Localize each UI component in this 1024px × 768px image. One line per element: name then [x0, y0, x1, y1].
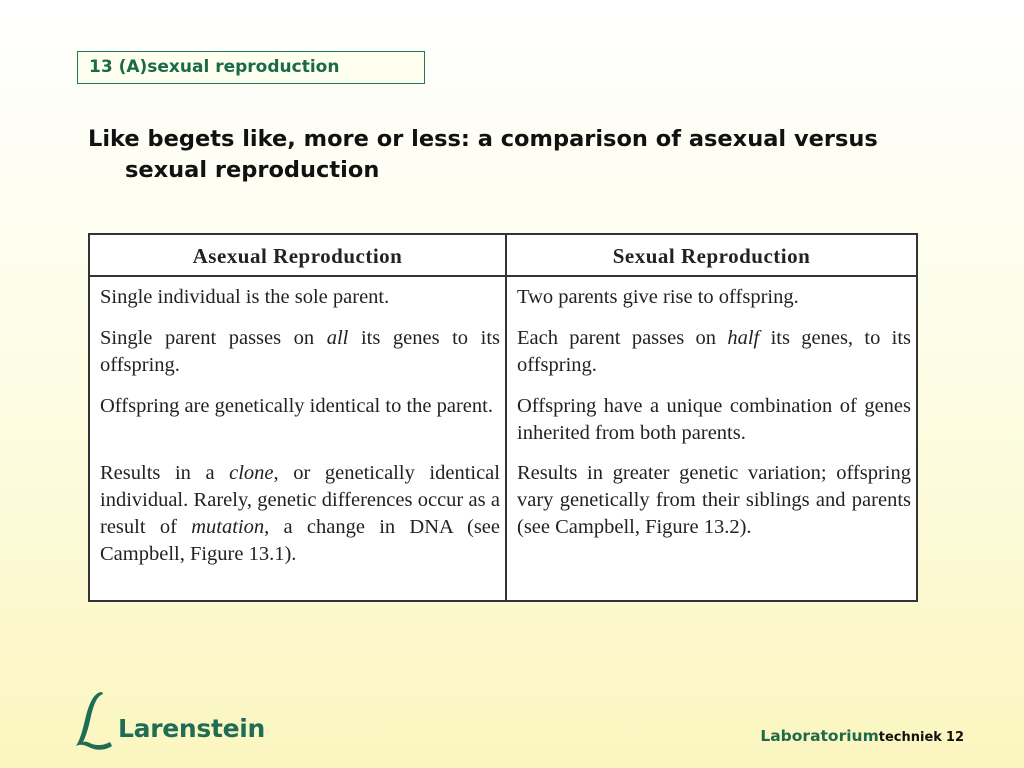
asexual-column	[90, 235, 505, 600]
asexual-cell-4-text-a: Results in a	[100, 462, 230, 484]
slide-heading: Like begets like, more or less: a comparison of asexual versus sexual reproduction	[88, 126, 878, 183]
asexual-cell-4-text-b: , or genetically identical individual. Rarely, genetic differences occur as a result of	[100, 462, 500, 538]
sexual-cell-4	[507, 460, 916, 541]
asexual-cell-2-text-a: Single parent passes on	[100, 327, 327, 349]
sexual-cell-1-text: Two parents give rise to offspring.	[517, 286, 799, 308]
section-title: 13 (A)sexual reproduction	[77, 51, 425, 84]
footer-brand	[760, 726, 964, 745]
sexual-cell-2-text-b: its genes, to its offspring.	[517, 327, 911, 376]
sexual-cell-2-text-a: Each parent passes on	[517, 327, 728, 349]
asexual-cell-2-emphasis: all	[326, 327, 349, 349]
asexual-cell-4-emphasis-b: mutation	[191, 516, 265, 538]
sexual-cell-2	[507, 325, 916, 379]
sexual-header: Sexual Reproduction	[507, 235, 916, 277]
asexual-cell-3-text: Offspring are genetically identical to the parent.	[100, 395, 493, 417]
logo-wordmark: Larenstein	[118, 714, 266, 743]
asexual-cell-2	[90, 325, 505, 379]
asexual-cell-1-text: Single individual is the sole parent.	[100, 286, 390, 308]
sexual-cell-4-text: Results in greater genetic variation; offspring vary genetically from their siblings and parents (see Campbell, Figure 13.2).	[517, 462, 911, 538]
asexual-cell-1	[90, 284, 505, 311]
footer-brand-main: Laboratorium	[760, 727, 879, 745]
sexual-column	[505, 235, 916, 600]
comparison-table	[88, 233, 918, 602]
asexual-cell-2-text-b: its genes to its offspring.	[100, 327, 500, 376]
sexual-cell-3	[507, 393, 916, 447]
asexual-cell-4-emphasis-a: clone	[229, 462, 274, 484]
larenstein-logo	[72, 690, 266, 756]
asexual-header: Asexual Reproduction	[90, 235, 505, 277]
asexual-cell-3	[90, 393, 505, 420]
sexual-cell-2-emphasis: half	[727, 327, 760, 349]
sexual-cell-1	[507, 284, 916, 311]
sexual-cell-3-text: Offspring have a unique combination of genes inherited from both parents.	[517, 395, 911, 444]
page-number: 12	[945, 730, 964, 745]
larenstein-l-icon	[72, 690, 118, 756]
asexual-cell-4	[90, 460, 505, 568]
asexual-cell-4-text-c: , a change in DNA (see Campbell, Figure 13.1).	[100, 516, 500, 565]
footer-brand-sub: techniek	[878, 730, 942, 745]
